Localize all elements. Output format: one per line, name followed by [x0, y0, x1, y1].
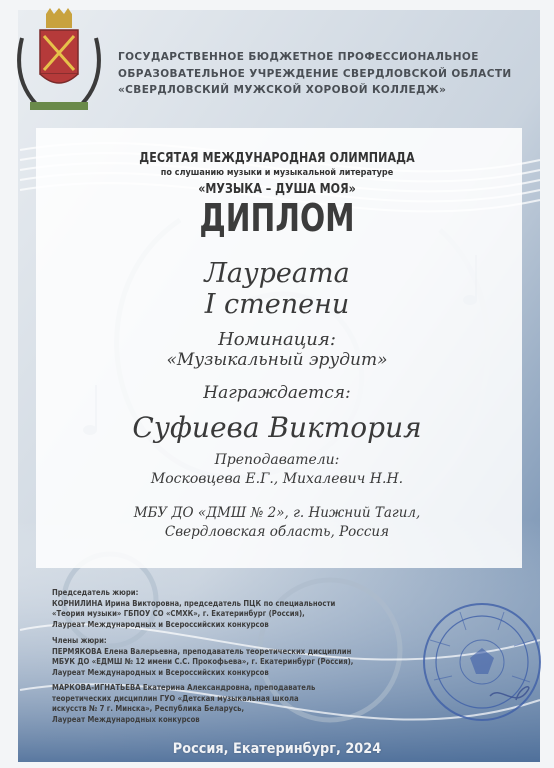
jury-member-line: искусств № 7 г. Минска», Республика Беларусь,	[52, 704, 245, 713]
jury-member-line: МБУК ДО «ЕДМШ № 12 имени С.С. Прокофьева», г. Екатеринбург (Россия),	[52, 657, 354, 666]
coat-of-arms-logo	[12, 8, 106, 120]
olympiad-title: ДЕСЯТАЯ МЕЖДУНАРОДНАЯ ОЛИМПИАДА	[139, 150, 415, 166]
recipient-name: Суфиева Виктория	[132, 411, 422, 444]
school-line-2: Свердловская область, Россия	[164, 524, 390, 540]
jury-chair-block	[52, 588, 335, 630]
olympiad-subtitle: по слушанию музыки и музыкальной литературе	[160, 168, 394, 178]
institution-line-2: ОБРАЗОВАТЕЛЬНОЕ УЧРЕЖДЕНИЕ СВЕРДЛОВСКОЙ ОБЛАСТИ	[118, 67, 512, 80]
institution-line-1: ГОСУДАРСТВЕННОЕ БЮДЖЕТНОЕ ПРОФЕССИОНАЛЬНОЕ	[118, 51, 479, 63]
jury-chair-label: Председатель жюри:	[52, 588, 139, 597]
institution-name	[118, 49, 512, 99]
jury-member-2-block	[52, 683, 315, 725]
jury-members-label: Члены жюри:	[52, 636, 107, 645]
olympiad-theme: «МУЗЫКА – ДУША МОЯ»	[198, 181, 356, 197]
jury-member-line: ПЕРМЯКОВА Елена Валерьевна, преподаватель теоретических дисциплин	[52, 646, 352, 656]
jury-chair-line: КОРНИЛИНА Ирина Викторовна, председатель ПЦК по специальности	[52, 598, 336, 608]
teachers-label: Преподаватели:	[214, 452, 340, 468]
jury-chair-line: «Теория музыки» ГБПОУ СО «СМХК», г. Екатеринбург (Россия),	[52, 609, 305, 618]
institution-line-3: «СВЕРДЛОВСКИЙ МУЖСКОЙ ХОРОВОЙ КОЛЛЕДЖ»	[118, 84, 447, 96]
jury-member-line: Лауреат Международных конкурсов	[52, 714, 200, 724]
jury-chair-line: Лауреат Международных и Всероссийских конкурсов	[52, 619, 269, 629]
diploma-heading: ДИПЛОМ	[199, 196, 355, 240]
awarded-label: Награждается:	[203, 383, 351, 403]
nomination-value: «Музыкальный эрудит»	[166, 350, 388, 370]
official-stamp-seal	[420, 600, 544, 724]
jury-member-line: МАРКОВА-ИГНАТЬЕВА Екатерина Александровна, преподаватель	[52, 683, 316, 692]
jury-members-block	[52, 636, 353, 678]
nomination-label: Номинация:	[218, 329, 336, 350]
footer-location-year: Россия, Екатеринбург, 2024	[172, 741, 382, 757]
jury-member-line: Лауреат Международных и Всероссийских конкурсов	[52, 667, 269, 677]
degree-title: I степени	[204, 289, 350, 320]
school-line-1: МБУ ДО «ДМШ № 2», г. Нижний Тагил,	[133, 505, 421, 521]
jury-member-line: теоретических дисциплин ГУО «Детская музыкальная школа	[52, 693, 299, 703]
teachers-names: Московцева Е.Г., Михалевич Н.Н.	[150, 471, 404, 487]
laureate-title: Лауреата	[204, 258, 350, 289]
